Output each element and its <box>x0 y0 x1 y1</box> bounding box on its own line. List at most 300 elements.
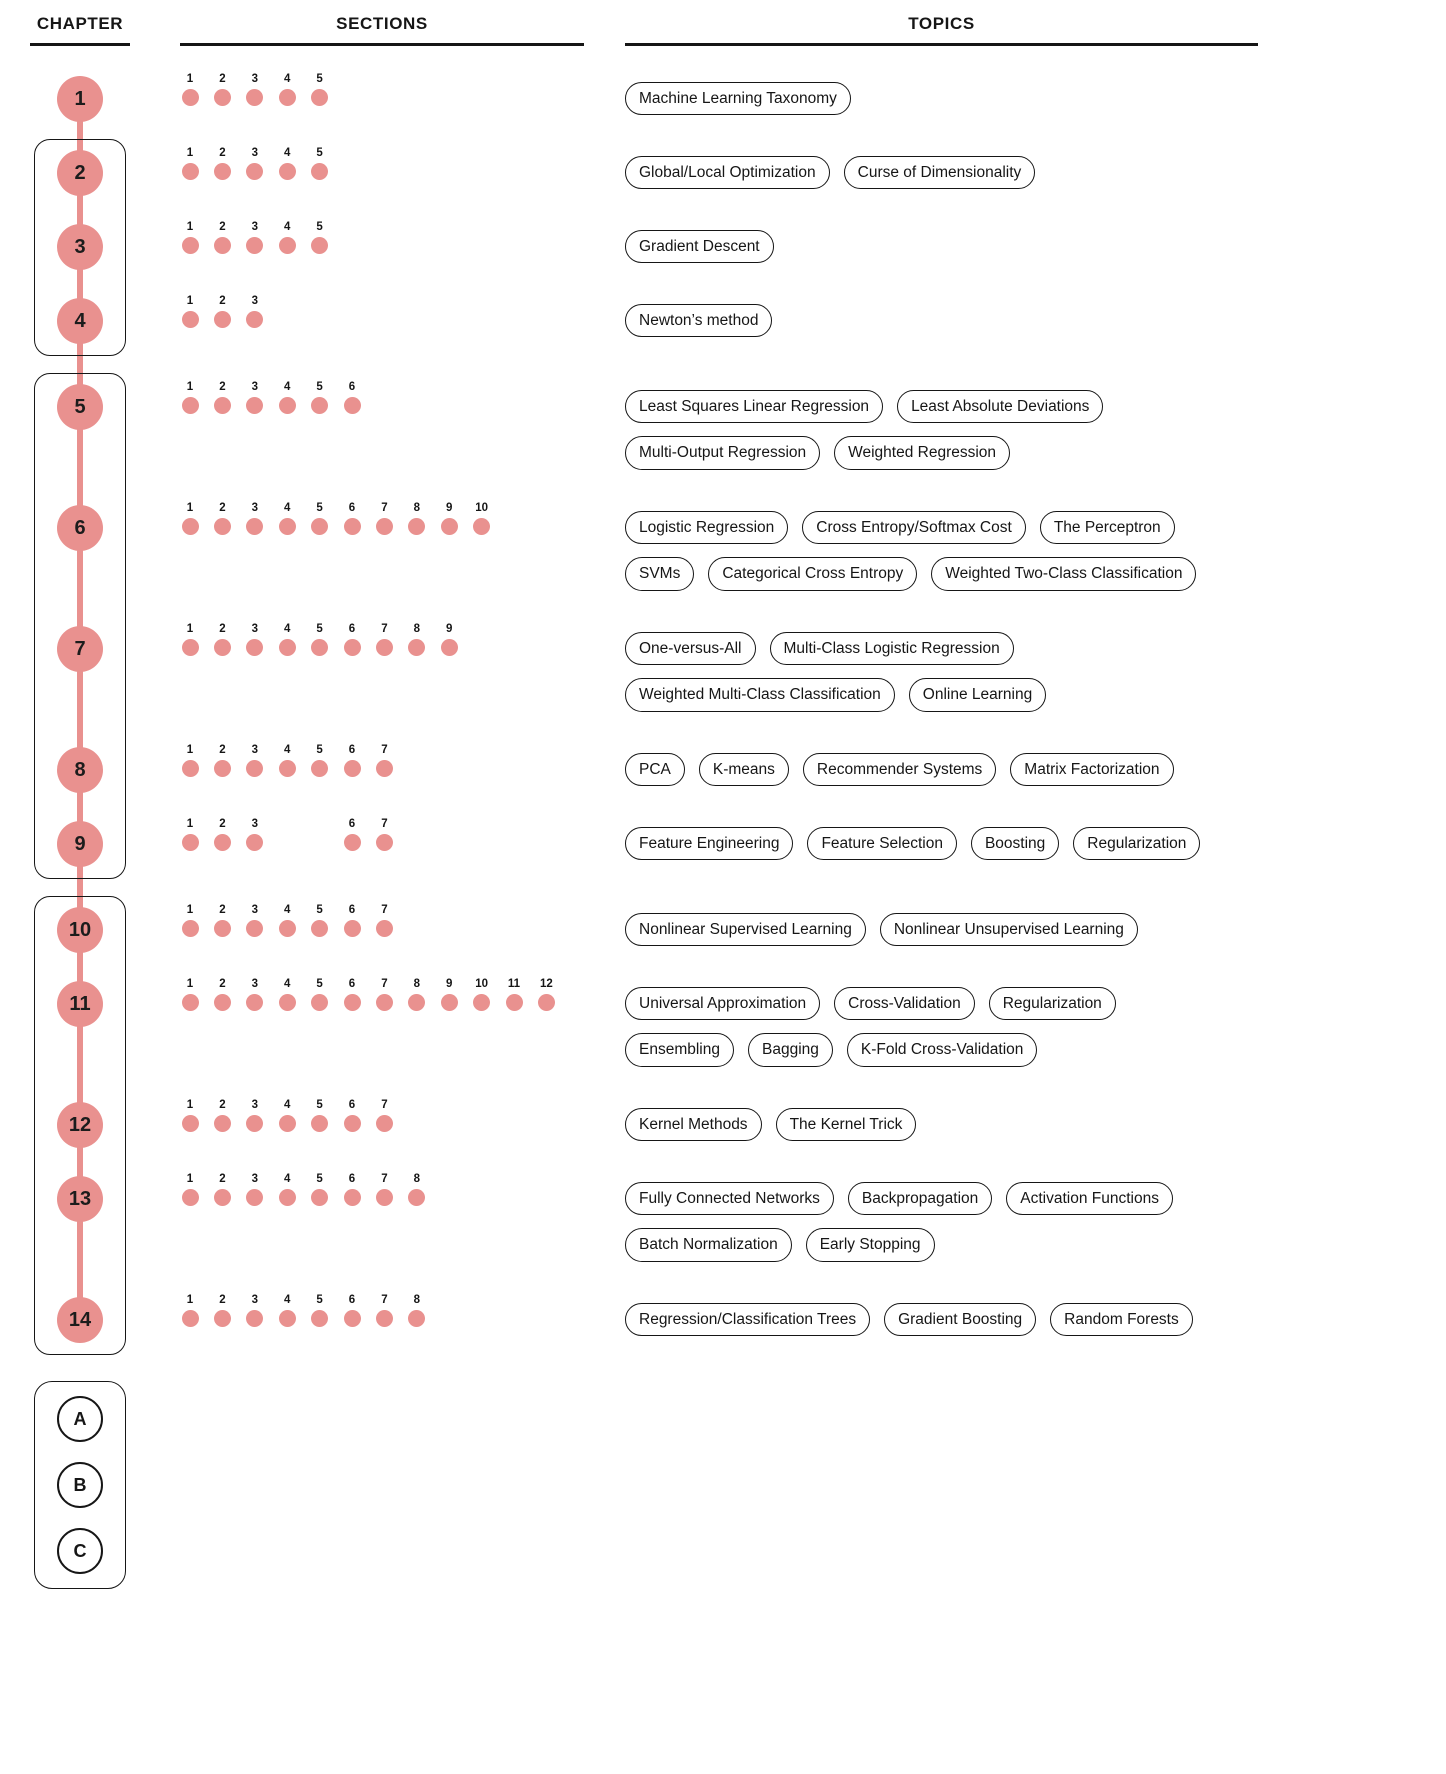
appendix-circle-C: C <box>57 1528 103 1574</box>
section-5-4 <box>277 380 297 414</box>
topics-line <box>625 511 1446 544</box>
section-10-5 <box>310 903 330 937</box>
section-2-3 <box>245 146 265 180</box>
section-number: 6 <box>348 904 356 916</box>
chapter-row-3 <box>0 220 1446 294</box>
sections-row-4 <box>180 294 600 334</box>
topic-pill: Weighted Two-Class Classification <box>931 557 1196 590</box>
topic-pill: Logistic Regression <box>625 511 788 544</box>
section-7-4 <box>277 622 297 656</box>
section-dot <box>279 994 296 1011</box>
section-dot <box>376 1115 393 1132</box>
chapter-row-10 <box>0 903 1446 977</box>
section-13-7 <box>374 1172 394 1206</box>
topics-line <box>625 678 1446 711</box>
section-5-2 <box>212 380 232 414</box>
chapter-cell-10 <box>30 903 130 953</box>
section-dot <box>311 518 328 535</box>
topic-pill: Multi-Class Logistic Regression <box>770 632 1014 665</box>
section-10-3 <box>245 903 265 937</box>
topic-pill: Kernel Methods <box>625 1108 762 1141</box>
section-number: 1 <box>186 904 194 916</box>
section-dot <box>279 639 296 656</box>
section-number: 3 <box>251 744 258 756</box>
section-dot <box>344 994 361 1011</box>
topic-pill: Activation Functions <box>1006 1182 1173 1215</box>
topics-row-5 <box>625 380 1446 483</box>
chapter-circle-8: 8 <box>57 747 103 793</box>
section-number: 3 <box>251 1173 258 1185</box>
topic-pill: Newton’s method <box>625 304 772 337</box>
section-dot <box>311 1115 328 1132</box>
section-number: 3 <box>251 147 258 159</box>
section-8-4 <box>277 743 297 777</box>
section-number: 2 <box>219 818 226 830</box>
section-10-4 <box>277 903 297 937</box>
section-dot <box>376 994 393 1011</box>
section-dot <box>246 834 263 851</box>
topics-row-8 <box>625 743 1446 799</box>
topic-pill: Backpropagation <box>848 1182 992 1215</box>
topics-line <box>625 1033 1446 1066</box>
section-dot <box>214 1115 231 1132</box>
chapter-circle-7: 7 <box>57 626 103 672</box>
section-12-5 <box>310 1098 330 1132</box>
section-dot <box>311 1310 328 1327</box>
topic-pill: Early Stopping <box>806 1228 935 1261</box>
section-12-3 <box>245 1098 265 1132</box>
section-number: 1 <box>186 818 194 830</box>
section-number: 8 <box>413 502 420 514</box>
section-number: 2 <box>219 295 226 307</box>
chapter-row-13 <box>0 1172 1446 1293</box>
sections-row-3 <box>180 220 600 260</box>
section-12-6 <box>342 1098 362 1132</box>
section-dot <box>214 1189 231 1206</box>
section-dot <box>279 760 296 777</box>
chapter-row-2 <box>0 146 1446 220</box>
section-dot <box>311 397 328 414</box>
section-number: 7 <box>381 1294 388 1306</box>
chapter-row-9 <box>0 817 1446 891</box>
chapter-circle-12: 12 <box>57 1102 103 1148</box>
chapter-circle-1: 1 <box>57 76 103 122</box>
sections-row-9 <box>180 817 600 857</box>
section-11-10 <box>472 977 492 1011</box>
section-number: 7 <box>381 1099 388 1111</box>
chapter-circle-6: 6 <box>57 505 103 551</box>
section-dot <box>214 639 231 656</box>
section-dot <box>376 760 393 777</box>
topics-line <box>625 1108 1446 1141</box>
chapter-column-header <box>30 14 130 46</box>
section-number: 5 <box>316 744 323 756</box>
topic-pill: Weighted Regression <box>834 436 1010 469</box>
topic-pill: Regularization <box>1073 827 1200 860</box>
topics-line <box>625 304 1446 337</box>
section-number: 1 <box>186 978 194 990</box>
section-2-1 <box>180 146 200 180</box>
section-dot <box>214 89 231 106</box>
section-dot <box>246 518 263 535</box>
topic-pill: SVMs <box>625 557 694 590</box>
section-number: 3 <box>251 73 258 85</box>
topics-row-2 <box>625 146 1446 202</box>
section-number: 6 <box>348 502 356 514</box>
section-7-3 <box>245 622 265 656</box>
section-number: 2 <box>219 147 226 159</box>
chapter-circle-9: 9 <box>57 821 103 867</box>
section-14-4 <box>277 1293 297 1327</box>
section-11-9 <box>439 977 459 1011</box>
topics-line <box>625 436 1446 469</box>
section-number: 3 <box>251 1099 258 1111</box>
section-9-3 <box>245 817 265 851</box>
section-3-4 <box>277 220 297 254</box>
section-dot <box>344 397 361 414</box>
section-11-6 <box>342 977 362 1011</box>
chapter-circle-3: 3 <box>57 224 103 270</box>
section-14-1 <box>180 1293 200 1327</box>
section-number: 6 <box>348 1099 356 1111</box>
section-13-3 <box>245 1172 265 1206</box>
section-number: 5 <box>316 381 323 393</box>
section-9-6 <box>342 817 362 851</box>
appendix-circle-A: A <box>57 1396 103 1442</box>
section-10-6 <box>342 903 362 937</box>
topics-row-3 <box>625 220 1446 276</box>
section-dot <box>506 994 523 1011</box>
section-13-8 <box>407 1172 427 1206</box>
section-dot <box>311 1189 328 1206</box>
section-14-5 <box>310 1293 330 1327</box>
section-number: 6 <box>348 978 356 990</box>
topic-pill: Online Learning <box>909 678 1046 711</box>
section-11-2 <box>212 977 232 1011</box>
section-dot <box>246 920 263 937</box>
topics-row-7 <box>625 622 1446 725</box>
section-number: 11 <box>507 978 521 990</box>
section-dot <box>408 1310 425 1327</box>
section-number: 5 <box>316 73 323 85</box>
section-dot <box>279 163 296 180</box>
section-dot <box>311 760 328 777</box>
topics-column-header <box>625 14 1258 46</box>
section-number: 10 <box>475 978 488 990</box>
chapter-row-6 <box>0 501 1446 622</box>
section-number: 1 <box>186 221 194 233</box>
section-dot <box>376 518 393 535</box>
topic-pill: Recommender Systems <box>803 753 996 786</box>
section-number: 2 <box>219 744 226 756</box>
chapter-row-14 <box>0 1293 1446 1367</box>
topic-pill: Matrix Factorization <box>1010 753 1173 786</box>
topic-pill: Regularization <box>989 987 1116 1020</box>
section-11-7 <box>374 977 394 1011</box>
section-dot <box>214 311 231 328</box>
sections-row-14 <box>180 1293 600 1333</box>
section-dot <box>344 639 361 656</box>
topic-pill: Random Forests <box>1050 1303 1193 1336</box>
section-dot <box>311 237 328 254</box>
section-dot <box>344 1189 361 1206</box>
topic-pill: The Kernel Trick <box>776 1108 917 1141</box>
section-12-7 <box>374 1098 394 1132</box>
section-5-6 <box>342 380 362 414</box>
section-11-4 <box>277 977 297 1011</box>
section-1-4 <box>277 72 297 106</box>
section-dot <box>311 639 328 656</box>
section-number: 3 <box>251 904 258 916</box>
topic-pill: PCA <box>625 753 685 786</box>
section-number: 1 <box>186 1173 194 1185</box>
section-13-2 <box>212 1172 232 1206</box>
topics-line <box>625 753 1446 786</box>
section-dot <box>376 639 393 656</box>
section-8-7 <box>374 743 394 777</box>
section-10-2 <box>212 903 232 937</box>
section-number: 9 <box>445 978 453 990</box>
chapter-cell-2 <box>30 146 130 196</box>
section-dot <box>182 518 199 535</box>
section-6-7 <box>374 501 394 535</box>
section-dot <box>473 994 490 1011</box>
chapter-cell-1 <box>30 72 130 122</box>
chapter-cell-6 <box>30 501 130 551</box>
section-number: 7 <box>381 502 388 514</box>
topic-pill: Gradient Boosting <box>884 1303 1036 1336</box>
section-number: 3 <box>251 818 258 830</box>
section-dot <box>376 1189 393 1206</box>
sections-row-12 <box>180 1098 600 1138</box>
section-dot <box>344 834 361 851</box>
topics-row-13 <box>625 1172 1446 1275</box>
topic-pill: Feature Selection <box>807 827 957 860</box>
section-12-2 <box>212 1098 232 1132</box>
section-dot <box>182 760 199 777</box>
section-dot <box>344 1115 361 1132</box>
section-7-7 <box>374 622 394 656</box>
section-7-2 <box>212 622 232 656</box>
section-dot <box>214 518 231 535</box>
chapter-circle-14: 14 <box>57 1297 103 1343</box>
section-dot <box>441 639 458 656</box>
section-7-1 <box>180 622 200 656</box>
topics-line <box>625 557 1446 590</box>
section-6-4 <box>277 501 297 535</box>
section-dot <box>182 397 199 414</box>
section-dot <box>246 1189 263 1206</box>
section-dot <box>279 1310 296 1327</box>
section-number: 3 <box>251 295 258 307</box>
section-number: 7 <box>381 904 388 916</box>
sections-row-11 <box>180 977 600 1017</box>
topics-row-10 <box>625 903 1446 959</box>
topics-row-12 <box>625 1098 1446 1154</box>
topic-pill: Ensembling <box>625 1033 734 1066</box>
chapter-circle-13: 13 <box>57 1176 103 1222</box>
section-number: 1 <box>186 1099 194 1111</box>
section-dot <box>279 1115 296 1132</box>
section-14-7 <box>374 1293 394 1327</box>
section-number: 6 <box>348 1173 356 1185</box>
section-11-5 <box>310 977 330 1011</box>
section-number: 7 <box>381 818 388 830</box>
section-dot <box>246 1310 263 1327</box>
section-dot <box>279 920 296 937</box>
section-number: 5 <box>316 1173 323 1185</box>
chapter-cell-13 <box>30 1172 130 1222</box>
chapter-row-4 <box>0 294 1446 368</box>
section-dot <box>279 89 296 106</box>
section-number: 2 <box>219 381 226 393</box>
section-12-1 <box>180 1098 200 1132</box>
section-8-3 <box>245 743 265 777</box>
topics-line <box>625 1182 1446 1215</box>
section-number: 6 <box>348 1294 356 1306</box>
section-number: 1 <box>186 502 194 514</box>
column-headers <box>0 14 1446 46</box>
sections-row-2 <box>180 146 600 186</box>
section-3-3 <box>245 220 265 254</box>
section-number: 7 <box>381 623 388 635</box>
section-dot <box>182 994 199 1011</box>
section-3-2 <box>212 220 232 254</box>
section-dot <box>344 1310 361 1327</box>
section-14-2 <box>212 1293 232 1327</box>
section-13-5 <box>310 1172 330 1206</box>
topic-pill: Curse of Dimensionality <box>844 156 1036 189</box>
section-number: 2 <box>219 1099 226 1111</box>
section-number: 3 <box>251 1294 258 1306</box>
chapter-circle-5: 5 <box>57 384 103 430</box>
section-6-5 <box>310 501 330 535</box>
topic-pill: K-Fold Cross-Validation <box>847 1033 1038 1066</box>
section-8-1 <box>180 743 200 777</box>
section-4-2 <box>212 294 232 328</box>
topics-row-4 <box>625 294 1446 350</box>
section-number: 5 <box>316 623 323 635</box>
section-dot <box>376 920 393 937</box>
section-number: 4 <box>283 221 291 233</box>
section-dot <box>182 920 199 937</box>
section-dot <box>246 163 263 180</box>
section-7-6 <box>342 622 362 656</box>
section-number: 5 <box>316 502 323 514</box>
section-14-8 <box>407 1293 427 1327</box>
sections-row-10 <box>180 903 600 943</box>
section-dot <box>344 518 361 535</box>
sections-row-5 <box>180 380 600 420</box>
sections-row-6 <box>180 501 600 541</box>
section-number: 5 <box>316 1294 323 1306</box>
section-dot <box>279 1189 296 1206</box>
section-11-1 <box>180 977 200 1011</box>
topic-pill: Nonlinear Supervised Learning <box>625 913 866 946</box>
section-number: 9 <box>445 623 453 635</box>
section-dot <box>214 834 231 851</box>
section-number: 7 <box>381 1173 388 1185</box>
section-number: 4 <box>283 147 291 159</box>
section-11-8 <box>407 977 427 1011</box>
topic-pill: Categorical Cross Entropy <box>708 557 917 590</box>
chapter-header-label: CHAPTER <box>36 14 124 33</box>
section-dot <box>214 1310 231 1327</box>
section-dot <box>344 920 361 937</box>
section-number: 1 <box>186 295 194 307</box>
section-dot <box>376 1310 393 1327</box>
topics-line <box>625 827 1446 860</box>
chapter-cell-7 <box>30 622 130 672</box>
section-3-5 <box>310 220 330 254</box>
section-10-1 <box>180 903 200 937</box>
topics-header-label: TOPICS <box>908 14 975 33</box>
section-number: 3 <box>251 502 258 514</box>
section-number: 5 <box>316 221 323 233</box>
section-6-1 <box>180 501 200 535</box>
topic-pill: Feature Engineering <box>625 827 793 860</box>
section-6-6 <box>342 501 362 535</box>
chapter-row-12 <box>0 1098 1446 1172</box>
topics-line <box>625 632 1446 665</box>
section-dot <box>182 1189 199 1206</box>
section-number: 5 <box>316 904 323 916</box>
topic-pill: Universal Approximation <box>625 987 820 1020</box>
section-6-3 <box>245 501 265 535</box>
chapter-cell-12 <box>30 1098 130 1148</box>
section-dot <box>408 639 425 656</box>
section-dot <box>214 397 231 414</box>
section-1-2 <box>212 72 232 106</box>
section-number: 1 <box>186 73 194 85</box>
section-4-1 <box>180 294 200 328</box>
section-number: 3 <box>251 623 258 635</box>
section-number: 4 <box>283 502 291 514</box>
section-12-4 <box>277 1098 297 1132</box>
section-number: 1 <box>186 147 194 159</box>
topic-pill: Fully Connected Networks <box>625 1182 834 1215</box>
section-dot <box>473 518 490 535</box>
section-6-9 <box>439 501 459 535</box>
chapter-row-5 <box>0 380 1446 501</box>
topic-pill: Batch Normalization <box>625 1228 792 1261</box>
section-8-2 <box>212 743 232 777</box>
section-number: 1 <box>186 1294 194 1306</box>
section-dot <box>182 834 199 851</box>
chapter-cell-3 <box>30 220 130 270</box>
chapter-cell-4 <box>30 294 130 344</box>
section-dot <box>214 920 231 937</box>
section-9-7 <box>374 817 394 851</box>
section-number: 2 <box>219 1173 226 1185</box>
section-number: 2 <box>219 73 226 85</box>
section-dot <box>182 89 199 106</box>
topics-line <box>625 913 1446 946</box>
section-number: 2 <box>219 1294 226 1306</box>
section-dot <box>279 518 296 535</box>
section-13-4 <box>277 1172 297 1206</box>
section-number: 1 <box>186 623 194 635</box>
section-14-6 <box>342 1293 362 1327</box>
section-2-2 <box>212 146 232 180</box>
topic-pill: Bagging <box>748 1033 833 1066</box>
section-2-4 <box>277 146 297 180</box>
section-number: 5 <box>316 147 323 159</box>
section-number: 4 <box>283 1099 291 1111</box>
section-9-1 <box>180 817 200 851</box>
section-11-3 <box>245 977 265 1011</box>
section-number: 7 <box>381 744 388 756</box>
